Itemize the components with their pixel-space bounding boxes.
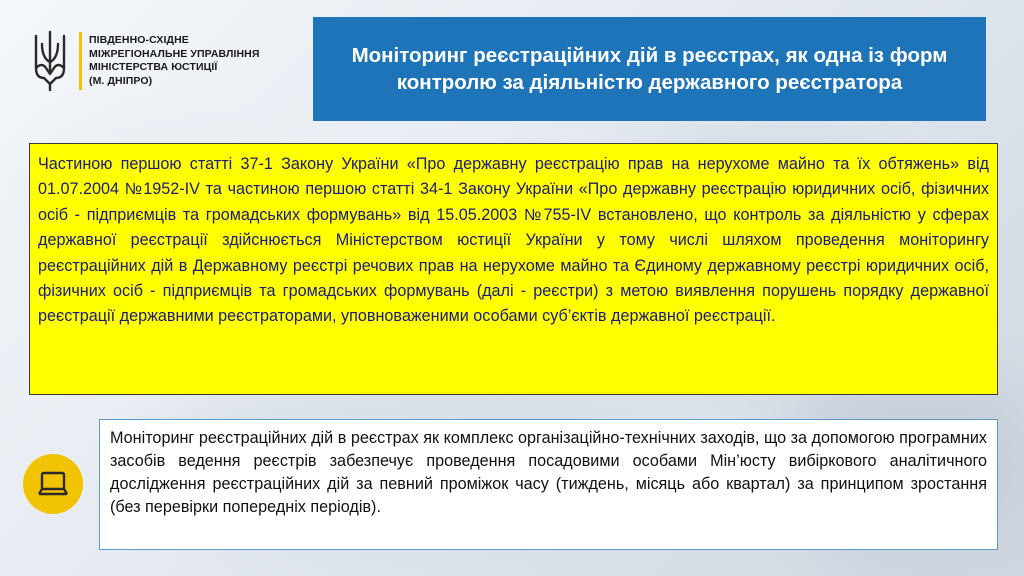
organization-name [89,34,259,88]
legal-basis-box [29,143,998,395]
legal-paragraph: Частиною першою статті 37-1 Закону України «Про державну реєстрацію прав на нерухоме майно та їх обтяжень» від 01.07.2004 №1952-IV та частиною першою статті 34-1 Закону України «Про державну реєстрацію юридичних осіб, фізичних осіб - підприємців та громадських формувань» від 15.05.2003 №755-IV встановлено, що контроль за діяльністю у сферах державної реєстрації здійснюється Міністерством юстиції України у тому числі шляхом проведення моніторингу реєстраційних дій в Державному реєстрі речових прав на нерухоме майно та Єдиному державному реєстрі юридичних осіб, фізичних осіб - підприємців та громадських формувань (далі - реєстри) з метою виявлення порушень порядку державної реєстрації державними реєстраторами, уповноваженими особами суб’єктів державної реєстрації. [38,155,989,326]
definition-box [99,419,998,550]
org-line: (М. ДНІПРО) [89,74,153,87]
trident-icon [30,28,70,94]
title-banner [313,17,986,121]
organization-logo [30,28,259,94]
org-line: МІЖРЕГІОНАЛЬНЕ УПРАВЛІННЯ [89,47,260,60]
slide-title: Моніторинг реєстраційних дій в реєстрах, як одна із форм контролю за діяльністю державного реєстратора [351,44,948,94]
laptop-icon [23,454,83,514]
org-line: МІНІСТЕРСТВА ЮСТИЦІЇ [89,61,218,73]
logo-divider [79,32,82,90]
definition-paragraph: Моніторинг реєстраційних дій в реєстрах як комплекс організаційно-технічних заходів, що за допомогою програмних засобів ведення реєстрів забезпечує проведення посадовими особами Мін’юсту вибіркового аналітичного дослідження реєстраційних дій за певний проміжок часу (тиждень, місяць або квартал) за принципом зростання (без перевірки попередніх періодів). [110,429,987,516]
org-line: ПІВДЕННО-СХІДНЕ [89,34,189,46]
